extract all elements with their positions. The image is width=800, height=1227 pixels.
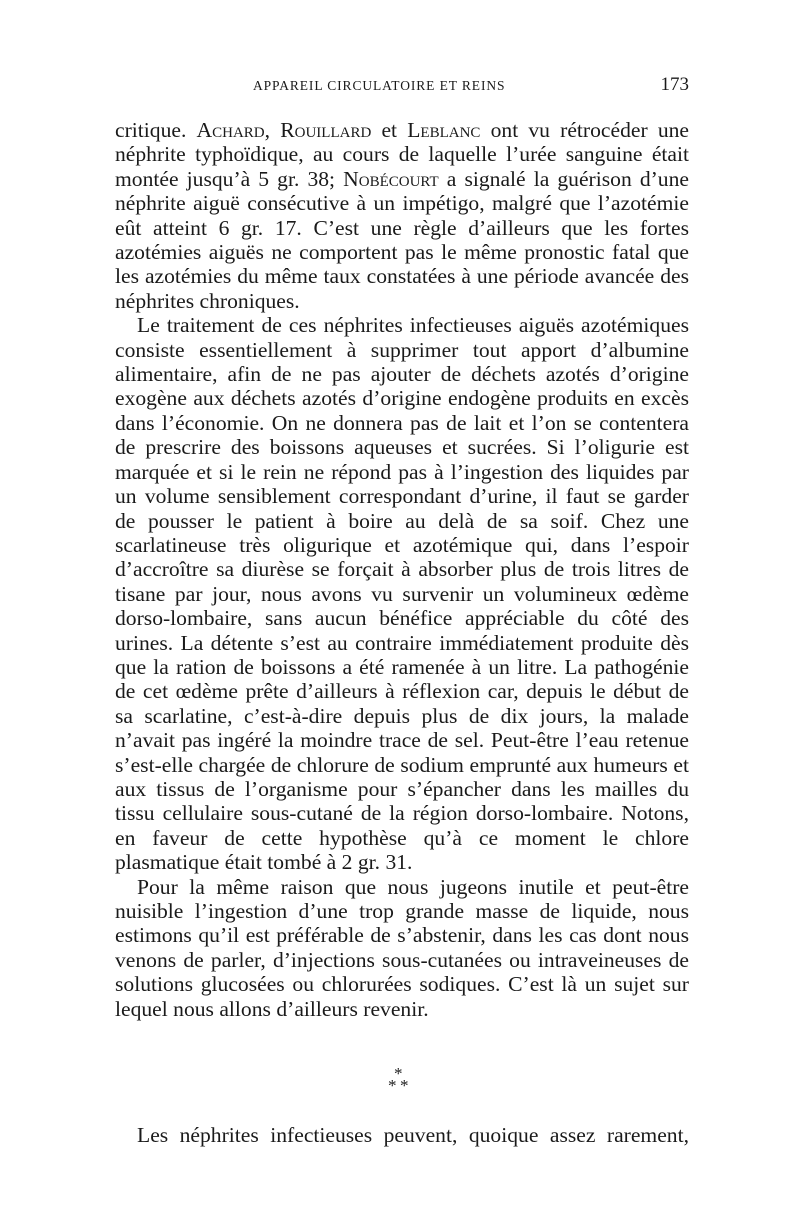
page-number: 173 [660, 74, 689, 95]
closing-line: Les néphrites infectieuses peuvent, quoique assez rarement, [137, 1123, 689, 1148]
text-run: ont vu rétrocéder une néphrite typhoïdique, au cours de laquelle l’urée sanguine était montée jusqu’à 5 gr. 38; [115, 118, 689, 191]
text-run: et [371, 118, 408, 142]
book-page [115, 72, 689, 1147]
asterism-mark: * [400, 1076, 409, 1096]
author-name: Achard [196, 118, 265, 142]
running-title: APPAREIL CIRCULATOIRE ET REINS [253, 78, 506, 93]
text-run: critique. [115, 118, 197, 142]
author-name: Rouillard [280, 118, 372, 142]
section-separator [115, 1059, 689, 1123]
author-name: Leblanc [407, 118, 481, 142]
author-name: Nobécourt [343, 166, 439, 191]
asterism-mark: * [394, 1064, 403, 1084]
paragraph-3: Pour la même raison que nous jugeons inutile et peut-être nuisible l’ingestion d’une trop grande masse de liquide, nous estimons qu’il est préférable de s’abstenir, dans les cas dont nous venons de parler, d’injections sous-cutanées ou intraveineuses de solutions glucosées ou chlorurées sodiques. C’est là un sujet sur lequel nous allons d’ailleurs revenir. [115, 874, 689, 1021]
text-run: , [264, 118, 281, 142]
text-run: a signalé la guérison d’une néphrite aiguë consécutive à un impétigo, malgré que l’azotémie eût atteint 6 gr. 17. C’est une règle d’ailleurs que les fortes azotémies aiguës ne comportent pas le même pronostic fatal que les azotémies du même taux constatées à une période avancée des néphrites chroniques. [115, 166, 689, 313]
paragraph-2: Le traitement de ces néphrites infectieuses aiguës azotémiques consiste essentiellement à supprimer tout apport d’albumine alimentaire, afin de ne pas ajouter de déchets azotés d’origine exogène aux déchets azotés d’origine endogène produits en excès dans l’économie. On ne donnera pas de lait et l’on se contentera de prescrire des boissons aqueuses et sucrées. Si l’oligurie est marquée et si le rein ne répond pas à l’ingestion des liquides par un volume sensiblement correspondant d’urine, il faut se garder de pousser le patient à boire au delà de sa soif. Chez une scarlatineuse très oligurique et azotémique qui, dans l’espoir d’accroître sa diurèse se forçait à absorber plus de trois litres de tisane par jour, nous avons vu survenir un volumineux œdème dorso-lombaire, sans aucun bénéfice appréciable du côté des urines. La détente s’est au contraire immédiatement produite dès que la ration de boissons a été ramenée à un litre. La pathogénie de cet œdème prête d’ailleurs à réflexion car, depuis le début de sa scarlatine, c’est-à-dire depuis plus de dix jours, la malade n’avait pas ingéré la moindre trace de sel. Peut-être l’eau retenue s’est-elle chargée de chlorure de sodium emprunté aux humeurs et aux tissus de l’organisme pour s’épancher dans les mailles du tissu cellulaire sous-cutané de la région dorso-lombaire. Notons, en faveur de cette hypothèse qu’à ce moment le chlore plasmatique était tombé à 2 gr. 31. [115, 313, 689, 875]
running-head [115, 72, 689, 104]
asterism-mark: * [388, 1076, 397, 1096]
paragraph-1 [115, 118, 689, 313]
